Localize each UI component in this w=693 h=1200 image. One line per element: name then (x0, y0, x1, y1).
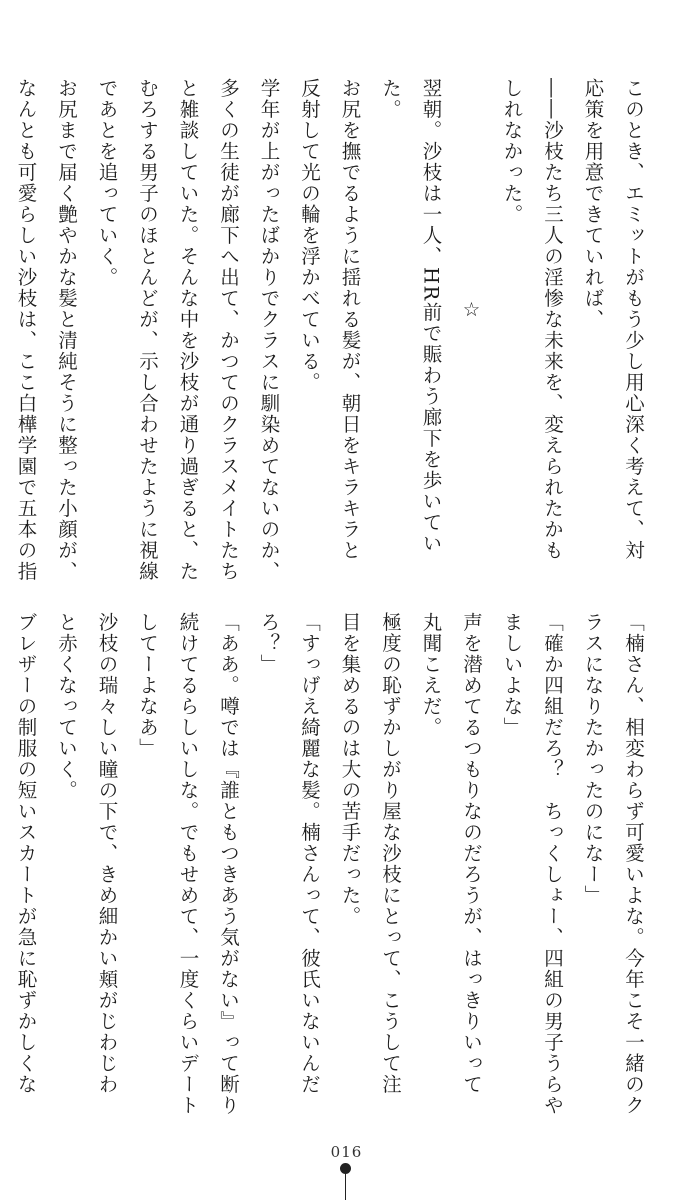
text-line: ブレザーの制服の短いスカートが急に恥ずかしくな (14, 612, 38, 1095)
text-line: 続けてるらしいしな。でもせめて、一度くらいデート (176, 612, 200, 1116)
text-line: ましいよな」 (500, 612, 524, 738)
text-line: しれなかった。 (500, 78, 524, 225)
text-line: お尻まで届く艶やかな髪と清純そうに整った小顔が、 (55, 78, 78, 582)
text-line: と赤くなっていく。 (55, 612, 78, 801)
text-line: むろする男子のほとんどが、示し合わせたように視線 (136, 78, 159, 582)
text-line: 声を潜めてるつもりなのだろうが、はっきりいって (460, 612, 483, 1095)
text-block-upper (0, 78, 653, 598)
text-line: ラスになりたかったのになー」 (581, 612, 605, 906)
text-line: 目を集めるのは大の苦手だった。 (338, 612, 362, 927)
text-line: であとを追っていく。 (95, 78, 119, 288)
text-line: 沙枝の瑞々しい瞳の下で、きめ細かい頬がじわじわ (95, 612, 119, 1095)
text-line: 「確か四組だろ？ ちっくしょー、四組の男子うらや (541, 612, 564, 1116)
page-number: 016 (330, 1143, 363, 1161)
text-line: 丸聞こえだ。 (419, 612, 443, 738)
text-line (0, 612, 5, 1142)
folio-line-ornament (345, 1172, 346, 1200)
text-line: このとき、エミットがもう少し用心深く考えて、対 (622, 78, 645, 561)
text-line: 極度の恥ずかしがり屋な沙枝にとって、こうして注 (379, 612, 402, 1095)
text-line: してーよなあ」 (136, 612, 159, 759)
section-break-star: ☆ (460, 298, 483, 323)
text-line: ――沙枝たち三人の淫惨な未来を、変えられたかも (541, 78, 564, 561)
text-line: た。 (379, 78, 402, 120)
text-line: 応策を用意できていれば、 (581, 78, 605, 330)
text-line: なんとも可愛らしい沙枝は、ここ白樺学園で五本の指 (14, 78, 38, 582)
text-line: 反射して光の輪を浮かべている。 (298, 78, 321, 393)
text-line: 「楠さん、相変わらず可愛いよな。今年こそ一緒のク (622, 612, 645, 1116)
text-line: 多くの生徒が廊下へ出て、かつてのクラスメイトたち (217, 78, 240, 582)
text-line: 「すっげえ綺麗な髪。楠さんって、彼氏いないんだ (298, 612, 321, 1095)
text-line: お尻を撫でるように揺れる髪が、朝日をキラキラと (338, 78, 362, 561)
text-line: と雑談していた。そんな中を沙枝が通り過ぎると、た (176, 78, 200, 582)
text-line: 翌朝。沙枝は一人、HR前で賑わう廊下を歩いてい (419, 78, 443, 554)
text-line: 「ああ。噂では『誰ともつきあう気がない』って断り (217, 612, 240, 1116)
text-line: ろ？」 (257, 612, 281, 675)
text-block-lower (0, 612, 653, 1142)
text-line: 学年が上がったばかりでクラスに馴染めてないのか、 (257, 78, 281, 582)
